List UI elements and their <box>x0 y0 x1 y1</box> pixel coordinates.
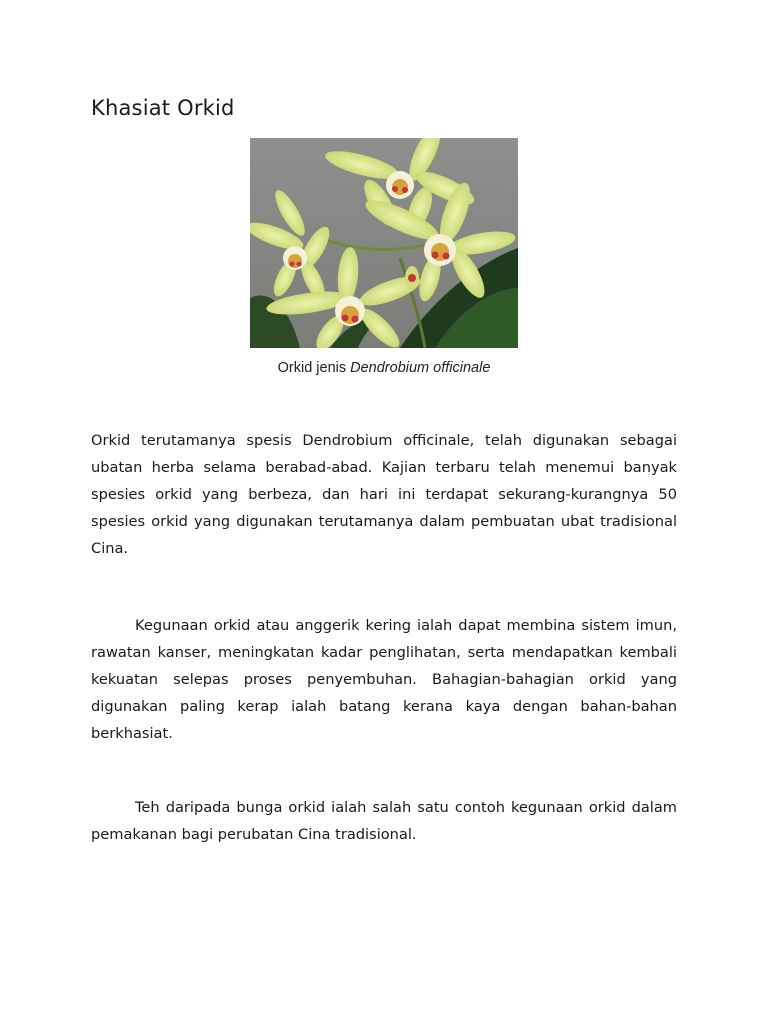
page-title: Khasiat Orkid <box>91 96 235 120</box>
paragraph-2: Kegunaan orkid atau anggerik kering ialah dapat membina sistem imun, rawatan kanser, meningkatan kadar penglihatan, serta mendapatkan kembali kekuatan selepas proses penyembuhan. Bahagian-bahagian orkid yang digunakan paling kerap ialah batang kerana kaya dengan bahan-bahan berkhasiat. <box>91 617 677 742</box>
caption-prefix: Orkid jenis <box>277 360 347 376</box>
figure-caption <box>0 360 768 376</box>
paragraph-3: Teh daripada bunga orkid ialah salah satu contoh kegunaan orkid dalam pemakanan bagi perubatan Cina tradisional. <box>91 799 677 843</box>
paragraph-1: Orkid terutamanya spesis Dendrobium officinale, telah digunakan sebagai ubatan herba selama berabad-abad. Kajian terbaru telah menemui banyak spesies orkid yang berbeza, dan hari ini terdapat sekurang-kurangnya 50 spesies orkid yang digunakan terutamanya dalam pembuatan ubat tradisional Cina. <box>91 432 677 557</box>
caption-species: Dendrobium officinale <box>350 360 491 376</box>
orchid-photo <box>250 138 518 348</box>
